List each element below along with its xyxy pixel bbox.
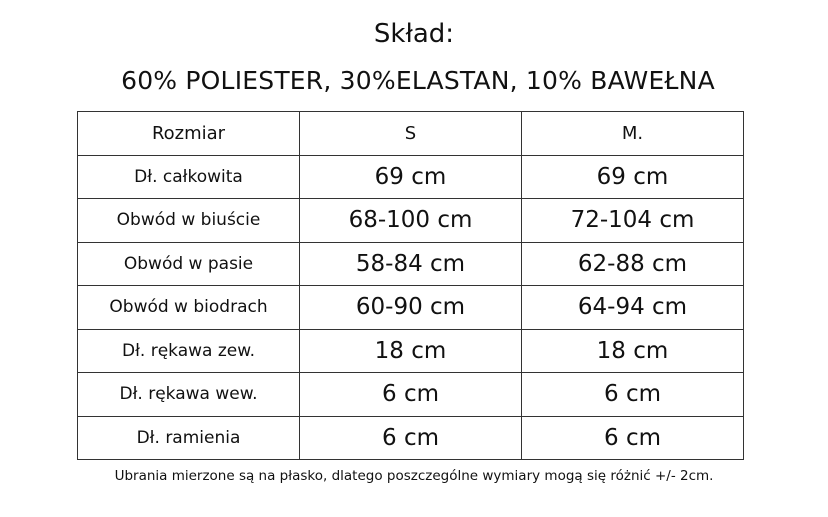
value-size-s: 69 cm <box>300 155 522 199</box>
page-title: Skład: <box>373 19 455 49</box>
row-label: Obwód w biuście <box>78 199 300 243</box>
table-row <box>78 329 744 373</box>
row-label: Obwód w pasie <box>78 242 300 286</box>
value-size-s: 18 cm <box>300 329 522 373</box>
row-label: Dł. rękawa zew. <box>78 329 300 373</box>
value-size-s: 6 cm <box>300 373 522 417</box>
header-size-s: S <box>300 112 522 156</box>
value-size-m: 72-104 cm <box>522 199 744 243</box>
row-label: Obwód w biodrach <box>78 286 300 330</box>
table-row <box>78 242 744 286</box>
table-header-row <box>78 112 744 156</box>
value-size-s: 6 cm <box>300 416 522 460</box>
value-size-s: 58-84 cm <box>300 242 522 286</box>
header-size-m: M. <box>522 112 744 156</box>
value-size-m: 69 cm <box>522 155 744 199</box>
value-size-m: 64-94 cm <box>522 286 744 330</box>
row-label: Dł. całkowita <box>78 155 300 199</box>
table-row <box>78 286 744 330</box>
row-label: Dł. rękawa wew. <box>78 373 300 417</box>
table-row <box>78 155 744 199</box>
material-composition: 60% POLIESTER, 30%ELASTAN, 10% BAWEŁNA <box>121 66 715 95</box>
value-size-s: 60-90 cm <box>300 286 522 330</box>
measurement-note: Ubrania mierzone są na płasko, dlatego poszczególne wymiary mogą się różnić +/- 2cm. <box>114 468 714 484</box>
value-size-m: 6 cm <box>522 416 744 460</box>
header-label-size: Rozmiar <box>78 112 300 156</box>
row-label: Dł. ramienia <box>78 416 300 460</box>
value-size-m: 18 cm <box>522 329 744 373</box>
value-size-s: 68-100 cm <box>300 199 522 243</box>
value-size-m: 62-88 cm <box>522 242 744 286</box>
value-size-m: 6 cm <box>522 373 744 417</box>
table-row <box>78 416 744 460</box>
table-row <box>78 373 744 417</box>
table-row <box>78 199 744 243</box>
size-table <box>77 111 744 460</box>
